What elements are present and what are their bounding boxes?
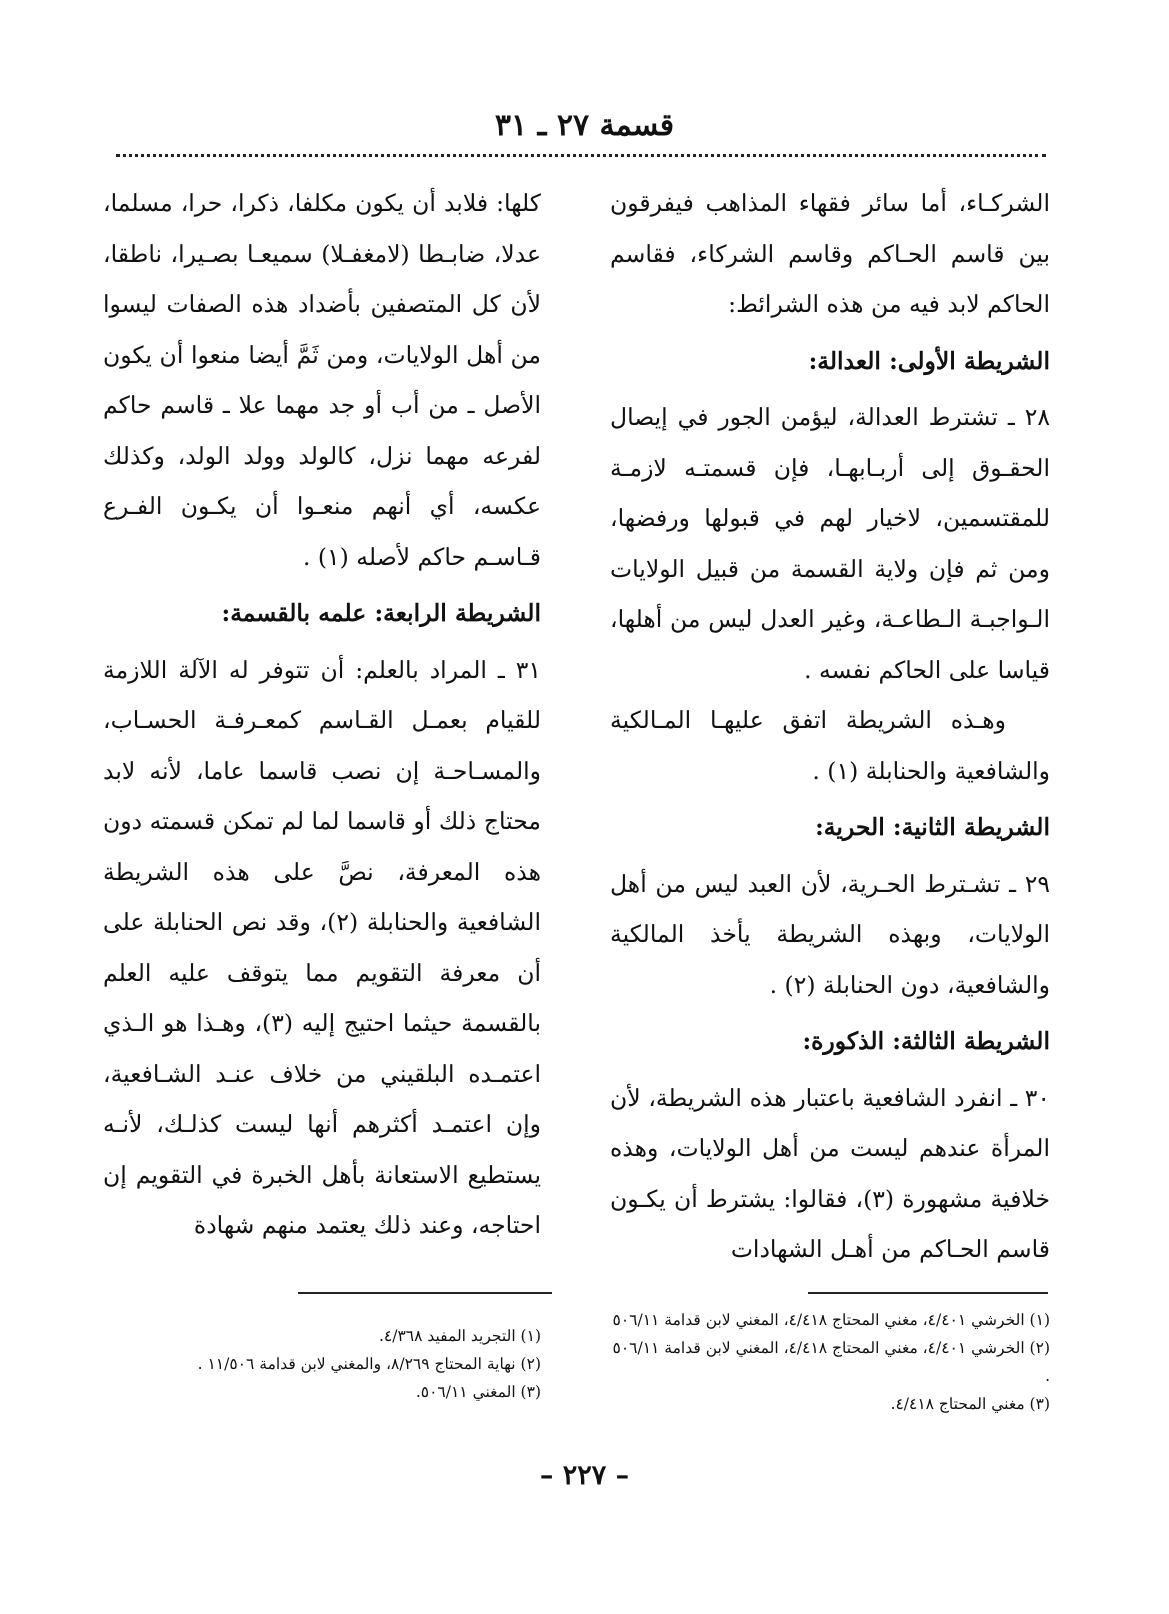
footnote: (٣) المغني ٥٠٦/١١. xyxy=(415,1383,541,1401)
section-heading-freedom: الشريطة الثانية: الحرية: xyxy=(815,813,1050,841)
footnotes-right xyxy=(610,1306,1050,1418)
footnote: (٢) الخرشي ٤/٤٠١، مغني المحتاج ٤/٤١٨، المغني لابن قدامة ٥٠٦/١١ . xyxy=(612,1339,1050,1385)
paragraph-31: ٣١ ـ المراد بالعلم: أن تتوفر له الآلة اللازمة للقيام بعمـل القـاسم كمعـرفـة الحسـاب، والمسـاحـة إن نصب قاسما عاما، لأنه لابد محتاج ذلك أو قاسما لما لم تمكن قسمته دون هذه المعرفة، نصَّ على هذه الشريطة الشافعية والحنابلة (٢)، وقد نص الحنابلة على أن معرفة التقويم مما يتوقف عليه العلم بالقسمة حيثما احتيج إليه (٣)، وهـذا هو الـذي اعتمـده البلقيني من خلاف عنـد الشـافعية، وإن اعتمـد أكثرهم أنها ليست كذلـك، لأنـه يستطيع الاستعانة بأهل الخبرة في التقويم إن احتاجه، وعند ذلك يعتمد منهم شهادة xyxy=(103,655,541,1239)
section-heading-masculinity: الشريطة الثالثة: الذكورة: xyxy=(802,1027,1050,1055)
footnote: (٢) نهاية المحتاج ٨/٢٦٩، والمغني لابن قدامة ١١/٥٠٦ . xyxy=(197,1355,541,1373)
footnote: (١) الخرشي ٤/٤٠١، مغني المحتاج ٤/٤١٨، المغني لابن قدامة ٥٠٦/١١ xyxy=(612,1311,1050,1329)
left-text-column xyxy=(103,178,541,1251)
right-text-column xyxy=(610,178,1050,1275)
footnote-separator-right xyxy=(808,1292,1048,1294)
page-number: – ٢٢٧ – xyxy=(539,1460,630,1491)
paragraph-28: ٢٨ ـ تشترط العدالة، ليؤمن الجور في إيصال الحقـوق إلى أربـابهـا، فإن قسمتـه لازمـة للمقتسمين، لاخيار لهم في قبولها ورفضها، ومن ثم فإن ولاية القسمة من قبيل الولايات الـواجبـة الـطاعـة، وغير العدل ليس من أهلها، قياسا على الحاكم نفسه . xyxy=(610,403,1050,684)
paragraph-29: ٢٩ ـ تشـترط الحـرية، لأن العبد ليس من أهل الولايات، وبهذه الشريطة يأخذ المالكية والشافعية، دون الحنابلة (٢) . xyxy=(610,869,1050,999)
footnote: (٣) مغني المحتاج ٤/٤١٨. xyxy=(890,1395,1050,1413)
footnotes-left xyxy=(103,1322,541,1406)
section-heading-justice: الشريطة الأولى: العدالة: xyxy=(808,346,1050,375)
section-heading-knowledge: الشريطة الرابعة: علمه بالقسمة: xyxy=(221,599,541,627)
running-head-title: قسمة ٢٧ ـ ٣١ xyxy=(494,108,675,143)
paragraph-agreement: وهـذه الشريطة اتفق عليهـا المـالكية والشافعية والحنابلة (١) . xyxy=(610,706,1050,785)
paragraph-continuation: الشركـاء، أما سائر فقهاء المذاهب فيفرقون بين قاسم الحـاكم وقاسم الشركاء، فقاسم الحاكم لابد فيه من هذه الشرائط: xyxy=(610,189,1050,318)
header-dotted-rule xyxy=(116,154,1046,157)
paragraph-conditions: كلها: فلابد أن يكون مكلفا، ذكرا، حرا، مسلما، عدلا، ضابـطا (لامغفـلا) سميعـا بصـيرا، ناطقا، لأن كل المتصفين بأضداد هذه الصفات ليسوا من أهل الولايات، ومن ثَمَّ أيضا منعوا أن يكون الأصل ـ من أب أو جد مهما علا ـ قاسم حاكم لفرعه مهما نزل، كالولد وولد الولد، وكذلك عكسه، أي أنهم منعـوا أن يكـون الفـرع قـاسـم حاكم لأصله (١) . xyxy=(103,189,541,571)
paragraph-30: ٣٠ ـ انفرد الشافعية باعتبار هذه الشريطة، لأن المرأة عندهم ليست من أهل الولايات، وهذه خلافية مشهورة (٣)، فقالوا: يشترط أن يكـون قاسم الحـاكم من أهـل الشهادات xyxy=(610,1083,1051,1263)
footnote: (١) التجريد المفيد ٤/٣٦٨. xyxy=(378,1327,541,1345)
footnote-separator-left xyxy=(298,1292,552,1294)
